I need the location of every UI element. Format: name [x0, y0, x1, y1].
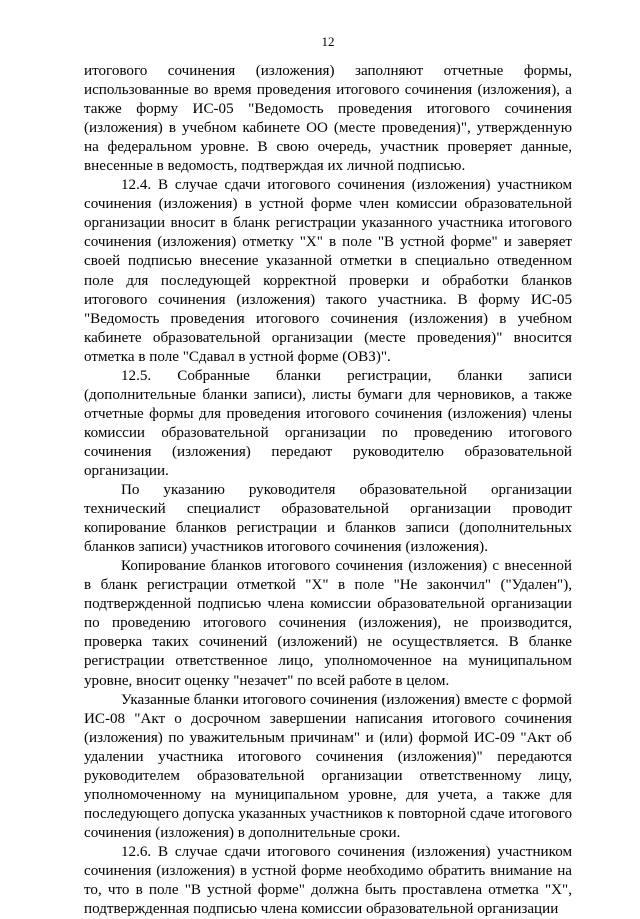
paragraph-copying-exception: Копирование бланков итогового сочинения (изложения) с внесенной в бланк регистрации отметкой "X" в поле "Не закончил" ("Удален"), подтвержденной подписью члена комиссии образовательной организации по проведению итогового сочинения (изложения), не производится, проверка таких сочинений (изложений) не осуществляется. В бланке регистрации ответственное лицо, уполномоченное на муниципальном уровне, вносит оценку "незачет" по всей работе в целом. [84, 558, 572, 689]
paragraph-forms-transfer: Указанные бланки итогового сочинения (изложения) вместе с формой ИС-08 "Акт о досрочном завершении написания итогового сочинения (изложения) по уважительным причинам" и (или) формой ИС-09 "Акт об удалении участника итогового сочинения (изложения)" передаются руководителем образовательной организации ответственному лицу, уполномоченному на муниципальном уровне, для учета, а также для последующего допуска указанных участников к повторной сдаче итогового сочинения (изложения) в дополнительные сроки. [84, 691, 572, 841]
paragraph-12-6: 12.6. В случае сдачи итогового сочинения (изложения) участником сочинения (изложения) в устной форме необходимо обратить внимание на то, что в поле "В устной форме" должна быть проставлена отметка "X", подтвержденная подписью члена комиссии образовательной организации [84, 843, 572, 918]
page-number: 12 [321, 34, 335, 49]
paragraph-continuation: итогового сочинения (изложения) заполняют отчетные формы, использованные во время проведения итогового сочинения (изложения), а также форму ИС-05 "Ведомость проведения итогового сочинения (изложения) в учебном кабинете ОО (месте проведения)", утвержденную на федеральном уровне. В свою очередь, участник проверяет данные, внесенные в ведомость, подтверждая их личной подписью. [84, 63, 572, 175]
document-body [84, 62, 572, 919]
paragraph-copying-instruction: По указанию руководителя образовательной организации технический специалист образовательной организации проводит копирование бланков регистрации и бланков записи (дополнительных бланков записи) участников итогового сочинения (изложения). [84, 482, 572, 556]
paragraph-12-5: 12.5. Собранные бланки регистрации, бланки записи (дополнительные бланки записи), листы бумаги для черновиков, а также отчетные формы для проведения итогового сочинения (изложения) члены комиссии образовательной организации по проведению итогового сочинения (изложения) передают руководителю образовательной организации. [84, 367, 572, 479]
paragraph-12-4: 12.4. В случае сдачи итогового сочинения (изложения) участником сочинения (изложения) в устной форме член комиссии образовательной организации вносит в бланк регистрации указанного участника итогового сочинения (изложения) отметку "X" в поле "В устной форме" и заверяет своей подписью внесение указанной отметки в специально отведенном поле для последующей корректной проверки и обработки бланков итогового сочинения (изложения) такого участника. В форму ИС-05 "Ведомость проведения итогового сочинения (изложения) в учебном кабинете образовательной организации (месте проведения)" вносится отметка в поле "Сдавал в устной форме (ОВЗ)". [84, 177, 572, 365]
